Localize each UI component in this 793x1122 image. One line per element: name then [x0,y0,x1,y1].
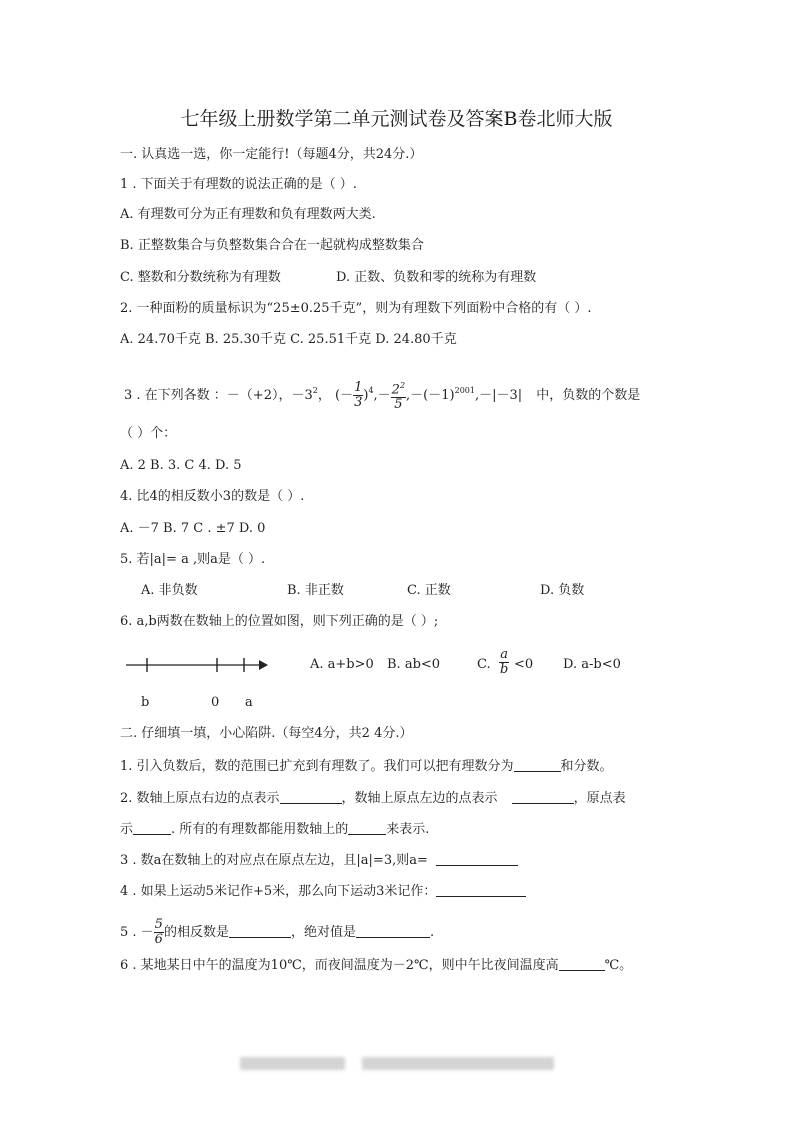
q6-option-c-suffix: <0 [514,657,534,672]
q3-t3: ,－ [373,388,391,404]
q3-square: 2 [312,386,318,396]
q3-prefix: 3 . 在下列各数 ：－（+2），－3 [124,388,313,404]
fill-q2-text-f: 来表示. [386,822,430,837]
q6-option-c-fraction [499,648,509,677]
fill-q6-blank [559,956,605,971]
fill-q2-text-c: ，原点表 [573,791,626,806]
q3-t5: ,－|－3| [474,388,523,404]
frac2-num-pow: 2 [399,381,406,390]
fill-q4-text: 4 . 如果上运动5米记作+5米，那么向下运动3米记作： [120,884,437,899]
q6-option-a: A. a+b>0 [310,657,374,672]
fill-q6-end: ℃。 [604,958,633,973]
fill-q2-blank-2 [512,789,574,804]
fill-q4-blank [436,882,526,897]
fill-q5-blank-1 [229,923,291,938]
fill-q2-blank-3 [133,820,171,835]
fill-q2-text-a: 2. 数轴上原点右边的点表示 [120,791,280,806]
fill-q1-blank [514,757,561,772]
fill-q1-end: 和分数。 [560,759,613,774]
q4-stem: 4. 比4的相反数小3的数是（ ）. [120,489,305,504]
q2-options: A. 24.70千克 B. 25.30千克 C. 25.51千克 D. 24.80千克 [120,332,457,347]
fill-q5-num: 5 [154,917,163,932]
fill-q2-text-d: 示 [120,822,134,837]
numberline-label-a: a [245,695,253,710]
fill-q2-blank-4 [348,820,386,835]
q1-option-d: D. 正数、负数和零的统称为有理数 [336,270,537,285]
q6-frac-num: a [500,647,509,662]
fill-q5-mid: 的相反数是 [163,925,229,940]
q3-comma: ， [317,388,331,404]
q3-t4: ,－(－1) [406,388,455,404]
fill-q5-prefix: 5 . － [120,925,154,940]
q3-options: A. 2 B. 3. C 4. D. 5 [120,458,242,473]
fraction-one-third [353,381,363,410]
frac2-den: 5 [394,397,403,413]
q6-option-d: D. a-b<0 [563,657,621,672]
fill-q3 [120,851,518,870]
q3-suffix: 中，负数的个数是 [536,388,641,404]
fill-q3-blank [436,851,518,866]
q1-option-b: B. 正整数集合与负整数集合合在一起就构成整数集合 [120,238,424,253]
fill-q2-blank-1 [280,789,342,804]
q1-stem: 1 . 下面关于有理数的说法正确的是（ ）. [120,177,357,192]
arrow-head-icon [259,660,268,670]
section2-heading: 二. 仔细填一填，小心陷阱.（每空4分，共2 4分.） [120,726,413,741]
q3-t2: ) [363,388,369,404]
numberline-label-b: b [141,695,150,710]
fill-q5-mid2: ，绝对值是 [290,925,356,940]
q5-option-b: B. 非正数 [287,583,344,598]
q3-stem [124,379,640,412]
fill-q2-text-e: . 所有的有理数都能用数轴上的 [171,822,349,837]
fraction-two-sq-fifths [391,379,406,412]
fill-q5 [120,918,434,947]
fill-q2-line1 [120,789,626,808]
fill-q1 [120,757,613,776]
q5-option-c: C. 正数 [407,583,451,598]
fill-q5-end: . [429,925,435,940]
footer-watermark-left [240,1057,345,1070]
fill-q3-text: 3 . 数a在数轴上的对应点在原点左边，且|a|=3,则a= [120,853,428,868]
footer-watermark-right [362,1057,554,1070]
q1-option-a: A. 有理数可分为正有理数和负有理数两大类. [120,207,376,222]
frac1-den: 3 [354,395,363,411]
q5-option-d: D. 负数 [540,583,585,598]
q6-option-b: B. ab<0 [387,657,441,672]
q5-stem: 5. 若|a|= a ,则a是（ ）. [120,552,266,567]
section1-heading: 一. 认真选一选，你一定能行!（每题4分，共24分.） [120,147,423,162]
fill-q6-text: 6 . 某地某日中午的温度为10℃，而夜间温度为－2℃，则中午比夜间温度高 [120,958,559,973]
fill-q5-blank-2 [356,923,430,938]
fill-q5-den: 6 [154,932,163,947]
q3-t1: (－ [335,388,354,404]
fill-q4 [120,882,526,901]
fill-q5-fraction [154,918,164,947]
numberline-label-0: 0 [211,695,220,710]
q6-option-c-prefix: C. [477,657,491,672]
q6-stem: 6. a,b两数在数轴上的位置如图，则下列正确的是（ ）; [120,614,439,629]
frac1-num: 1 [354,380,363,396]
q3-line2: （ ）个： [120,426,177,441]
q3-pow2001: 2001 [454,386,475,396]
q2-stem: 2. 一种面粉的质量标识为“25±0.25千克”，则为有理数下列面粉中合格的有（ ）. [120,301,592,316]
number-line [122,654,272,676]
fill-q2-line2 [120,820,429,839]
q4-options: A. －7 B. 7 C . ±7 D. 0 [120,521,266,536]
q5-option-a: A. 非负数 [141,583,198,598]
fill-q1-text: 1. 引入负数后，数的范围已扩充到有理数了。我们可以把有理数分为 [120,759,514,774]
page-title: 七年级上册数学第二单元测试卷及答案B卷北师大版 [180,108,613,130]
frac2-num [391,379,406,398]
q6-frac-den: b [500,662,509,677]
frac2-num-base: 2 [391,382,400,398]
q3-pow4: 4 [368,386,374,396]
fill-q2-text-b: ，数轴上原点左边的点表示 [341,791,498,806]
fill-q6 [120,956,632,975]
q1-option-c: C. 整数和分数统称为有理数 [120,270,281,285]
